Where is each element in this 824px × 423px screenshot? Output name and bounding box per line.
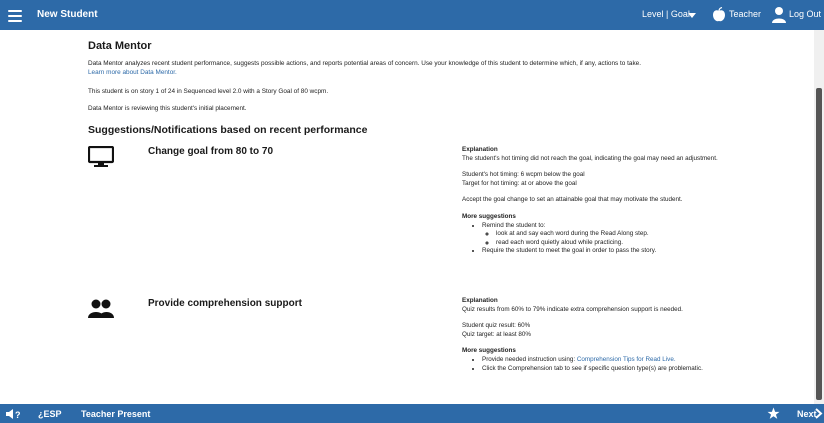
note-text: Accept the goal change to set an attainable goal that may motivate the student.	[462, 196, 683, 204]
teacher-present-button[interactable]: Teacher Present	[81, 409, 151, 419]
bottom-bar	[0, 404, 824, 423]
data-mentor-heading: Data Mentor	[88, 40, 152, 52]
more-suggestions-label: More suggestions	[462, 212, 516, 220]
teacher-label: Teacher	[729, 9, 762, 19]
esp-button[interactable]: ¿ESP	[38, 409, 62, 419]
more-suggestions-list	[462, 356, 752, 373]
vertical-scrollbar[interactable]	[814, 30, 824, 404]
star-icon[interactable]	[767, 407, 780, 420]
main-content	[0, 30, 814, 404]
suggestion-explanation	[462, 297, 752, 373]
suggestions-heading: Suggestions/Notifications based on recent performance	[88, 124, 368, 136]
explanation-label: Explanation	[462, 297, 498, 304]
svg-text:?: ?	[15, 410, 21, 419]
suggestion-explanation	[462, 146, 752, 256]
detail-text: Student quiz result: 60%	[462, 322, 531, 330]
top-bar	[0, 0, 824, 30]
speaker-help-icon[interactable]	[6, 409, 22, 419]
explanation-text: The student's hot timing did not reach the goal, indicating the goal may need an adjustment.	[462, 154, 718, 162]
monitor-icon	[88, 146, 114, 168]
suggestion-title: Change goal from 80 to 70	[148, 146, 274, 157]
more-suggestions-label: More suggestions	[462, 347, 516, 355]
suggestion-title: Provide comprehension support	[148, 298, 302, 309]
explanation-text: Quiz results from 60% to 79% indicate extra comprehension support is needed.	[462, 305, 683, 313]
detail-text: Student's hot timing: 6 wcpm below the goal	[462, 171, 585, 179]
list-item: ◦ look at and say each word during the Read Along step.	[496, 230, 752, 239]
list-item: • Remind the student to: ◦ look at and say each word during the Read Along step. ◦ read each word quietly aloud while practicing.	[482, 222, 752, 248]
story-info: This student is on story 1 of 24 in Sequenced level 2.0 with a Story Goal of 80 wcpm.	[88, 88, 329, 95]
reviewing-note: Data Mentor is reviewing this student's initial placement.	[88, 105, 247, 112]
hamburger-menu-icon[interactable]	[8, 7, 22, 23]
list-item: ◦ read each word quietly aloud while practicing.	[496, 239, 752, 248]
people-icon	[88, 298, 114, 320]
apple-icon	[712, 7, 726, 23]
chevron-down-icon[interactable]	[688, 13, 696, 18]
page-title: New Student	[37, 9, 98, 20]
learn-more-link[interactable]: Learn more about Data Mentor.	[88, 69, 177, 76]
chevron-right-icon[interactable]	[815, 408, 823, 419]
level-goal-dropdown[interactable]: Level | Goal	[642, 9, 690, 19]
intro-text: Data Mentor analyzes recent student performance, suggests possible actions, and reports potential areas of concern. Use your knowledge of this student to determine which, if any, actions to take. Learn more about Data Mentor.	[88, 60, 641, 76]
user-icon[interactable]	[771, 6, 787, 24]
more-suggestions-list	[462, 222, 752, 256]
comprehension-tips-link[interactable]: Comprehension Tips for Read Live.	[576, 355, 676, 363]
logout-button[interactable]: Log Out	[789, 9, 822, 19]
list-item: • Provide needed instruction using: Comprehension Tips for Read Live.	[482, 356, 752, 365]
explanation-label: Explanation	[462, 146, 498, 153]
list-item: • Require the student to meet the goal in order to pass the story.	[482, 247, 752, 256]
list-item: • Click the Comprehension tab to see if specific question type(s) are problematic.	[482, 365, 752, 374]
detail-text: Target for hot timing: at or above the goal	[462, 179, 577, 187]
scrollbar-thumb[interactable]	[816, 88, 822, 400]
detail-text: Quiz target: at least 80%	[462, 330, 531, 338]
next-button[interactable]: Next	[797, 409, 817, 419]
